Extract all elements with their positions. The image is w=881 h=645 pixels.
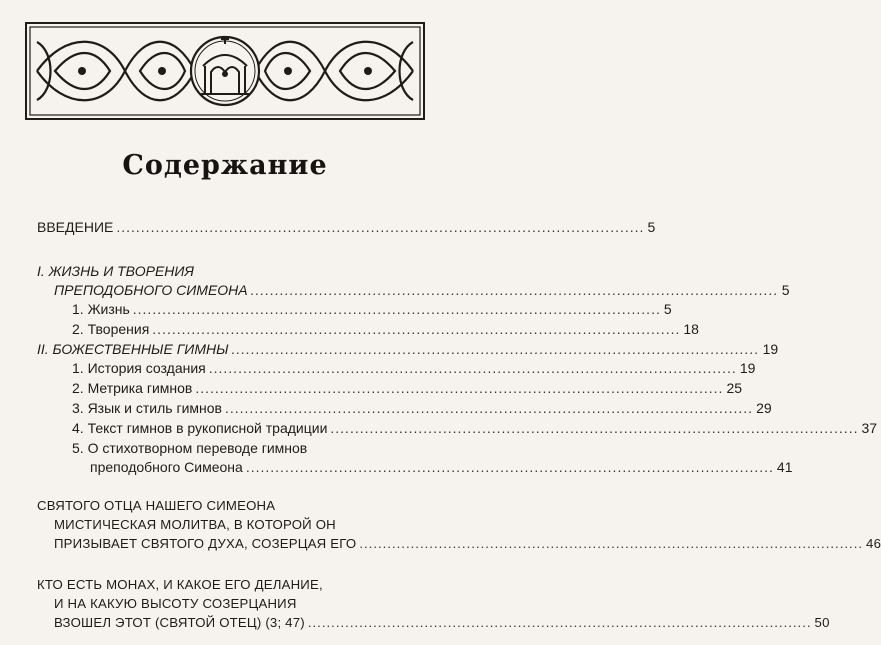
leader-dots: ............................................................................................................ xyxy=(307,615,812,630)
toc-entry-prayer[interactable] xyxy=(54,535,881,553)
toc-page-number: 29 xyxy=(756,400,772,416)
toc-page-number: 5 xyxy=(781,282,790,298)
toc-page-number: 41 xyxy=(776,459,793,475)
toc-label: ПРИЗЫВАЕТ СВЯТОГО ДУХА, СОЗЕРЦАЯ ЕГО xyxy=(54,536,357,551)
toc-monk-line1[interactable]: КТО ЕСТЬ МОНАХ, И КАКОЕ ЕГО ДЕЛАНИЕ, xyxy=(37,577,323,592)
toc-entry-history[interactable] xyxy=(72,359,756,377)
toc-entry-part1[interactable] xyxy=(54,281,790,299)
toc-page-number: 37 xyxy=(861,420,878,436)
toc-entry-life[interactable] xyxy=(72,300,672,318)
leader-dots: ............................................................................................................ xyxy=(224,400,754,416)
toc-page-number: 19 xyxy=(739,360,756,376)
leader-dots: ............................................................................................................ xyxy=(152,321,681,337)
toc-label: 1. Жизнь xyxy=(72,301,130,317)
leader-dots: ............................................................................................................ xyxy=(330,420,859,436)
toc-page-number: 25 xyxy=(726,380,743,396)
toc-entry-style[interactable] xyxy=(72,399,772,417)
toc-label: преподобного Симеона xyxy=(90,459,243,475)
leader-dots: ............................................................................................................ xyxy=(208,360,737,376)
toc-monk-line2[interactable]: И НА КАКУЮ ВЫСОТУ СОЗЕРЦАНИЯ xyxy=(54,596,297,611)
toc-entry-metrics[interactable] xyxy=(72,379,743,397)
toc-translation-line1[interactable]: 5. О стихотворном переводе гимнов xyxy=(72,440,308,456)
toc-page-number: 18 xyxy=(683,321,699,337)
toc-page-number: 19 xyxy=(762,341,779,357)
leader-dots: ............................................................................................................ xyxy=(132,301,661,317)
toc-entry-manuscript[interactable] xyxy=(72,419,878,437)
toc-prayer-line1[interactable]: СВЯТОГО ОТЦА НАШЕГО СИМЕОНА xyxy=(37,498,276,513)
toc-label: ВВЕДЕНИЕ xyxy=(37,219,114,235)
toc-prayer-line2[interactable]: МИСТИЧЕСКАЯ МОЛИТВА, В КОТОРОЙ ОН xyxy=(54,517,336,532)
toc-page-number: 5 xyxy=(647,219,656,235)
toc-label: II. БОЖЕСТВЕННЫЕ ГИМНЫ xyxy=(37,341,229,357)
toc-page-number: 46 xyxy=(866,536,881,551)
leader-dots: ............................................................................................................ xyxy=(195,380,724,396)
toc-label: 2. Творения xyxy=(72,321,150,337)
toc-part1-line1[interactable]: I. ЖИЗНЬ И ТВОРЕНИЯ xyxy=(37,263,194,279)
leader-dots: ............................................................................................................ xyxy=(116,219,645,235)
toc-entry-monk[interactable] xyxy=(54,614,830,632)
toc-label: 1. История создания xyxy=(72,360,206,376)
leader-dots: ............................................................................................................ xyxy=(359,536,864,551)
toc-label: 3. Язык и стиль гимнов xyxy=(72,400,222,416)
leader-dots: ............................................................................................................ xyxy=(250,282,779,298)
toc-entry-intro[interactable] xyxy=(37,218,656,236)
toc-label: 4. Текст гимнов в рукописной традиции xyxy=(72,420,328,436)
toc-label: 2. Метрика гимнов xyxy=(72,380,193,396)
toc-label: ПРЕПОДОБНОГО СИМЕОНА xyxy=(54,282,248,298)
leader-dots: ............................................................................................................ xyxy=(245,459,774,475)
leader-dots: ............................................................................................................ xyxy=(231,341,760,357)
toc-entry-part2[interactable] xyxy=(37,340,779,358)
toc-page-number: 50 xyxy=(814,615,830,630)
toc-entry-works[interactable] xyxy=(72,320,699,338)
toc-page-number: 5 xyxy=(663,301,672,317)
toc-entry-translation[interactable] xyxy=(90,458,793,476)
page-title: Содержание xyxy=(122,150,328,181)
toc-label: ВЗОШЕЛ ЭТОТ (СВЯТОЙ ОТЕЦ) (3; 47) xyxy=(54,615,305,630)
